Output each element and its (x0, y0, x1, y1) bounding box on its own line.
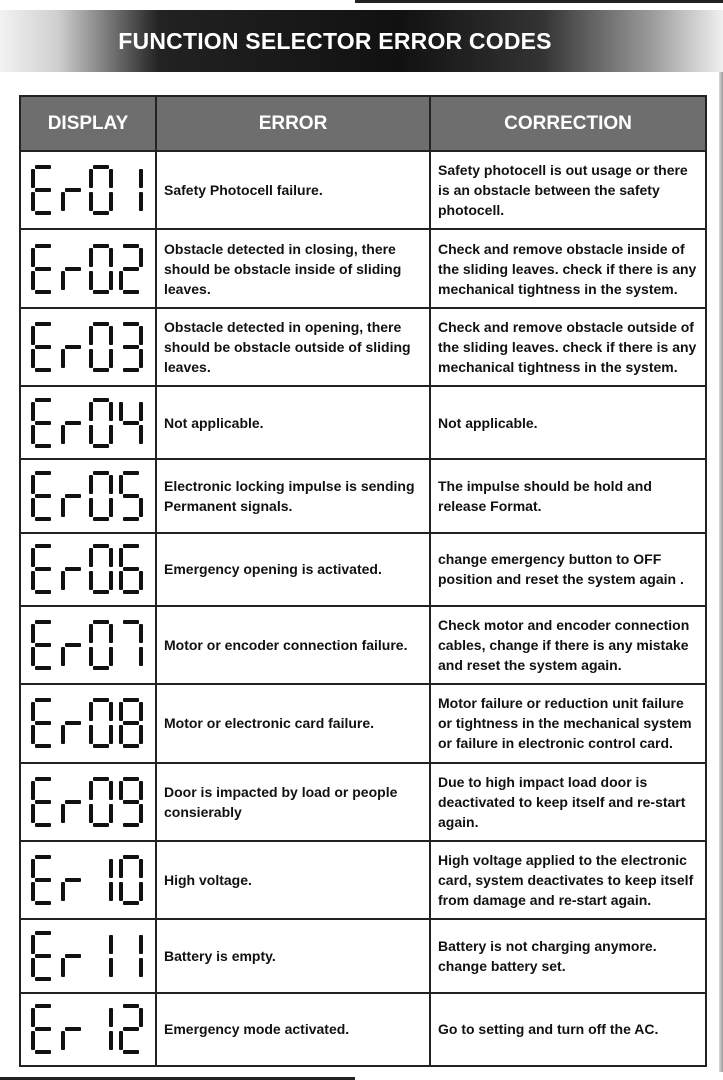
error-cell: Emergency opening is activated. (156, 533, 430, 606)
correction-cell: The impulse should be hold and release Format. (430, 459, 706, 532)
page-edge (719, 72, 723, 1072)
correction-cell: Check and remove obstacle inside of the sliding leaves. check if there is any mechanical tightness in the system. (430, 229, 706, 307)
correction-cell: Battery is not charging anymore. change battery set. (430, 919, 706, 992)
page-title: FUNCTION SELECTOR ERROR CODES (118, 27, 552, 54)
seven-segment-display-icon (29, 928, 147, 984)
error-cell: High voltage. (156, 841, 430, 919)
seven-segment-display-icon (29, 1001, 147, 1057)
error-cell: Obstacle detected in closing, there should be obstacle inside of sliding leaves. (156, 229, 430, 307)
table-row (20, 763, 706, 841)
error-cell: Electronic locking impulse is sending Permanent signals. (156, 459, 430, 532)
seven-segment-display-icon (29, 852, 147, 908)
display-cell (20, 308, 156, 386)
error-cell: Safety Photocell failure. (156, 151, 430, 229)
header-correction: CORRECTION (430, 96, 706, 151)
seven-segment-display-icon (29, 319, 147, 375)
seven-segment-display-icon (29, 468, 147, 524)
error-cell: Not applicable. (156, 386, 430, 459)
table-row (20, 229, 706, 307)
display-cell (20, 606, 156, 684)
correction-cell: Go to setting and turn off the AC. (430, 993, 706, 1066)
table-row (20, 993, 706, 1066)
seven-segment-display-icon (29, 395, 147, 451)
error-codes-table (19, 95, 707, 1067)
correction-cell: Motor failure or reduction unit failure or tightness in the mechanical system or failure in electronic control card. (430, 684, 706, 762)
display-cell (20, 993, 156, 1066)
error-cell: Motor or encoder connection failure. (156, 606, 430, 684)
correction-cell: Safety photocell is out usage or there is an obstacle between the safety photocell. (430, 151, 706, 229)
display-cell (20, 459, 156, 532)
table-row (20, 919, 706, 992)
correction-cell: Check motor and encoder connection cables, change if there is any mistake and reset the system again. (430, 606, 706, 684)
display-cell (20, 151, 156, 229)
header-display: DISPLAY (20, 96, 156, 151)
table-body (20, 151, 706, 1066)
display-cell (20, 229, 156, 307)
seven-segment-display-icon (29, 162, 147, 218)
top-rule (355, 0, 723, 3)
seven-segment-display-icon (29, 617, 147, 673)
error-cell: Door is impacted by load or people consierably (156, 763, 430, 841)
error-cell: Battery is empty. (156, 919, 430, 992)
seven-segment-display-icon (29, 241, 147, 297)
seven-segment-display-icon (29, 541, 147, 597)
table-row (20, 386, 706, 459)
error-cell: Emergency mode activated. (156, 993, 430, 1066)
correction-cell: Not applicable. (430, 386, 706, 459)
display-cell (20, 533, 156, 606)
table-row (20, 533, 706, 606)
error-cell: Motor or electronic card failure. (156, 684, 430, 762)
table-row (20, 459, 706, 532)
table-row (20, 684, 706, 762)
table-row (20, 841, 706, 919)
display-cell (20, 841, 156, 919)
display-cell (20, 919, 156, 992)
header-error: ERROR (156, 96, 430, 151)
display-cell (20, 386, 156, 459)
seven-segment-display-icon (29, 695, 147, 751)
display-cell (20, 684, 156, 762)
correction-cell: Due to high impact load door is deactivated to keep itself and re-start again. (430, 763, 706, 841)
correction-cell: High voltage applied to the electronic card, system deactivates to keep itself from damage and re-start again. (430, 841, 706, 919)
table-header-row (20, 96, 706, 151)
table-row (20, 606, 706, 684)
display-cell (20, 763, 156, 841)
table-row (20, 308, 706, 386)
table-row (20, 151, 706, 229)
error-cell: Obstacle detected in opening, there should be obstacle outside of sliding leaves. (156, 308, 430, 386)
correction-cell: Check and remove obstacle outside of the sliding leaves. check if there is any mechanical tightness in the system. (430, 308, 706, 386)
seven-segment-display-icon (29, 774, 147, 830)
correction-cell: change emergency button to OFF position and reset the system again . (430, 533, 706, 606)
